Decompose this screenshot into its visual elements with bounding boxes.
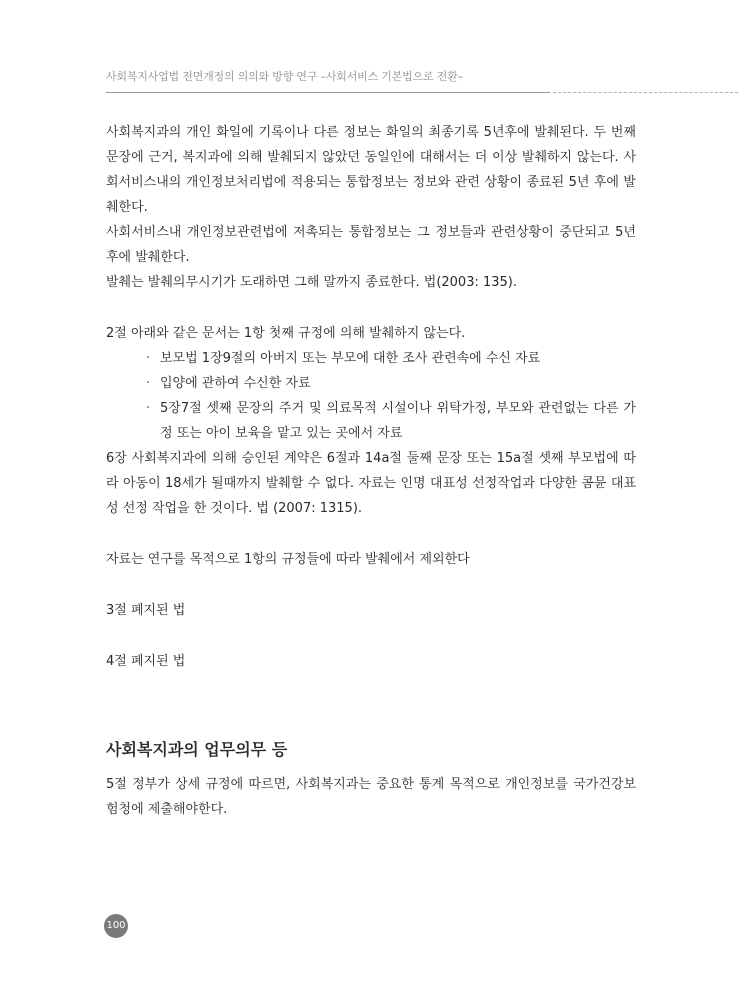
paragraph-7: 3절 폐지된 법 — [106, 603, 186, 618]
page-number-badge: 100 — [104, 914, 128, 938]
paragraph-2: 사회서비스내 개인정보관련법에 저촉되는 통합정보는 그 정보들과 관련상황이 중단되고 5년 후에 발췌한다. — [106, 225, 636, 265]
paragraph-9: 5절 정부가 상세 규정에 따르면, 사회복지과는 중요한 통계 목적으로 개인정보를 국가건강보험청에 제출해야한다. — [106, 777, 636, 817]
spacer — [106, 674, 636, 738]
spacer — [106, 623, 636, 649]
spacer — [106, 762, 636, 772]
spacer — [106, 521, 636, 547]
bullet-item: · 보모법 1장9절의 아버지 또는 부모에 대한 조사 관련속에 수신 자료 — [146, 346, 636, 371]
header-rule — [106, 92, 550, 93]
section-heading: 사회복지과의 업무의무 등 — [106, 740, 288, 759]
paragraph-6: 자료는 연구를 목적으로 1항의 규정들에 따라 발췌에서 제외한다 — [106, 552, 470, 567]
spacer — [106, 295, 636, 321]
paragraph-5: 6장 사회복지과에 의해 승인된 계약은 6절과 14a절 둘째 문장 또는 15a절 셋째 부모법에 따라 아동이 18세가 될때까지 발췌할 수 없다. 자료는 인명 대표성 선정작업과 다양한 콤뮨 대표성 선정 작업을 한 것이다. 법 (2007: 1315). — [106, 451, 636, 516]
paragraph-4: 2절 아래와 같은 문서는 1항 첫째 규정에 의해 발췌하지 않는다. — [106, 326, 466, 341]
header-rule-dashed — [553, 92, 738, 93]
bullet-list — [106, 346, 636, 446]
paragraph-1: 사회복지과의 개인 화일에 기록이나 다른 정보는 화일의 최종기록 5년후에 발췌된다. 두 번째 문장에 근거, 복지과에 의해 발췌되지 않았던 동일인에 대해서는 더 이상 발췌하지 않는다. 사회서비스내의 개인정보처리법에 적용되는 통합정보는 정보와 관련 상황이 종료된 5년 후에 발췌한다. — [106, 125, 636, 215]
running-title: 사회복지사업법 전면개정의 의의와 방향 연구 –사회서비스 기본법으로 전환– — [106, 70, 463, 83]
spacer — [106, 572, 636, 598]
page-body — [106, 120, 636, 822]
bullet-item: · 5장7절 셋째 문장의 주거 및 의료목적 시설이나 위탁가정, 부모와 관련없는 다른 가정 또는 아이 보육을 맡고 있는 곳에서 자료 — [146, 396, 636, 446]
bullet-item: · 입양에 관하여 수신한 자료 — [146, 371, 636, 396]
paragraph-3: 발췌는 발췌의무시기가 도래하면 그해 말까지 종료한다. 법(2003: 135). — [106, 275, 518, 290]
paragraph-8: 4절 폐지된 법 — [106, 654, 186, 669]
